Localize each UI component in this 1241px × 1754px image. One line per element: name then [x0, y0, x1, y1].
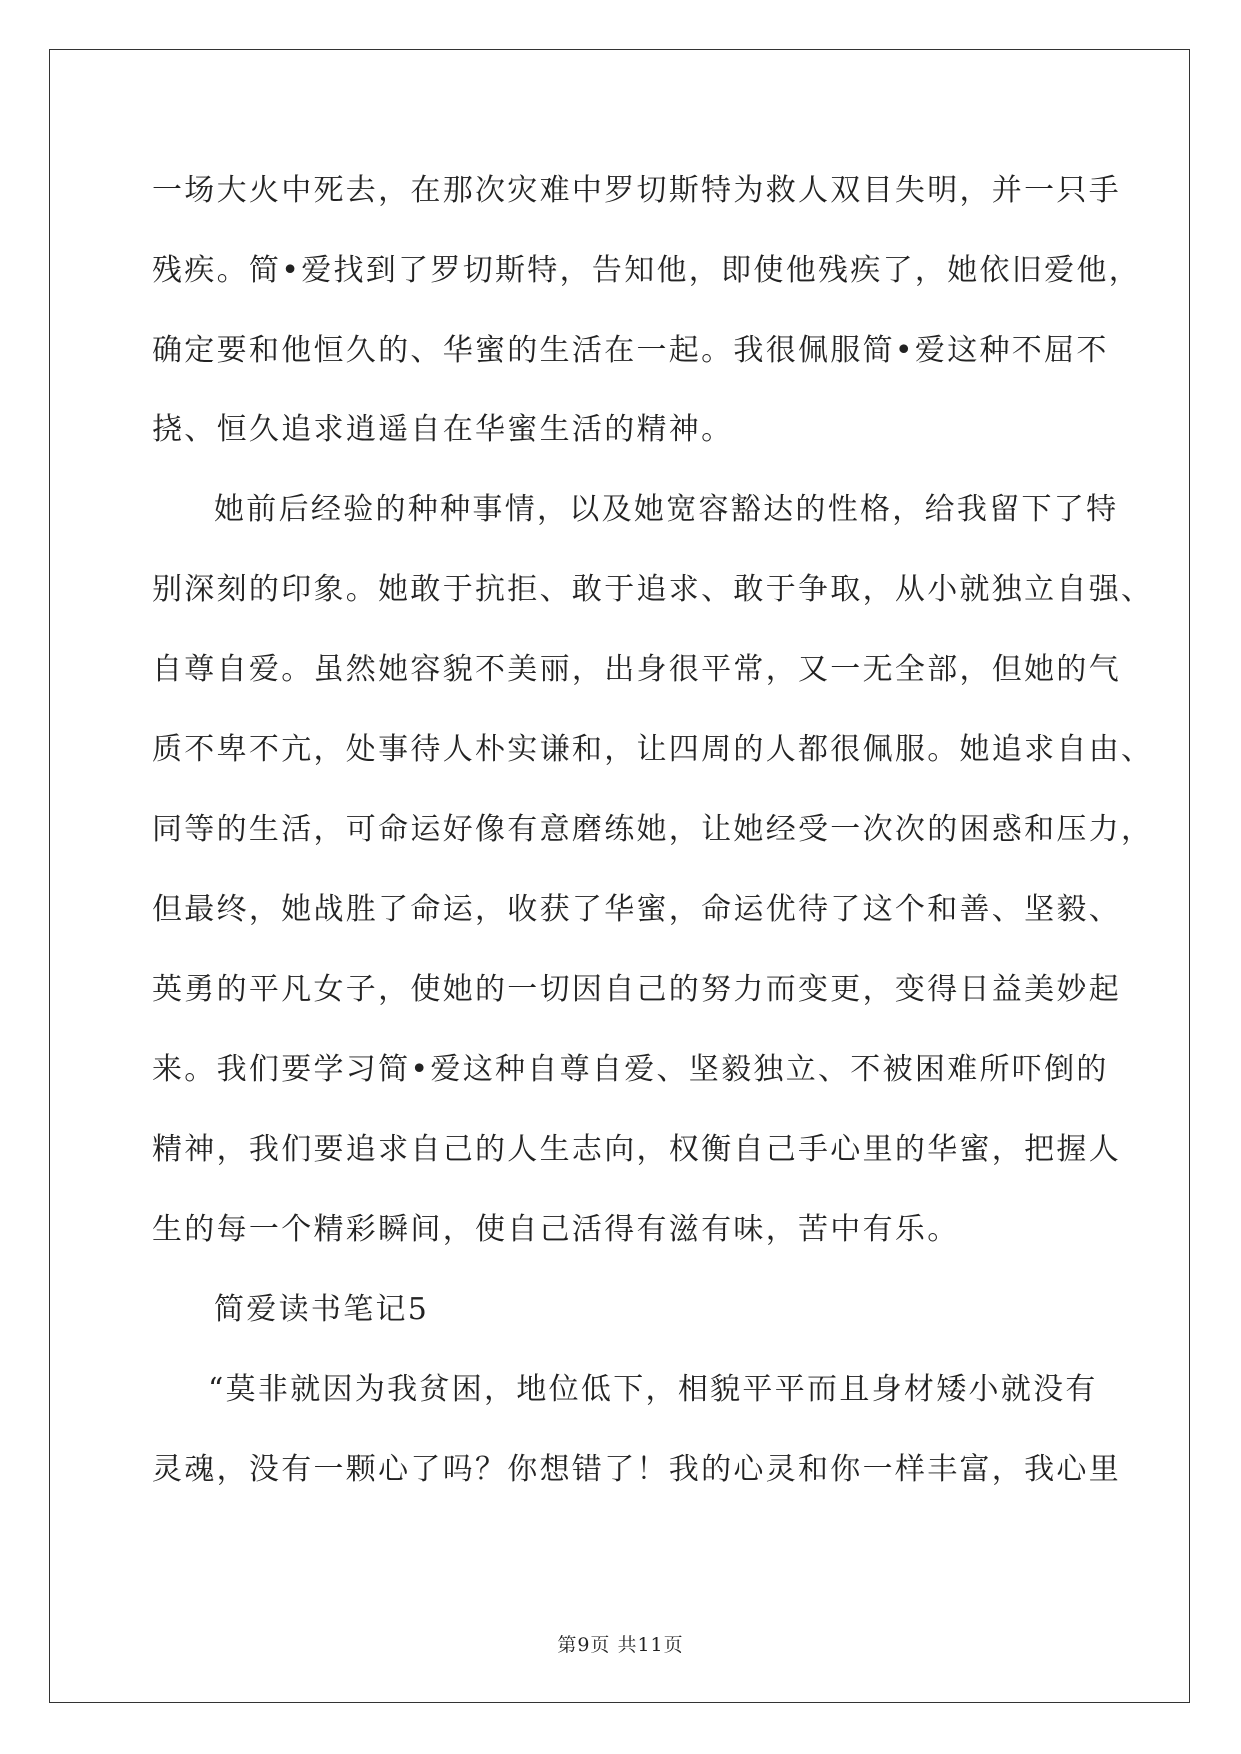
page-footer: 第9页 共11页: [557, 1634, 684, 1656]
body-text-line: 来。我们要学习简•爱这种自尊自爱、坚毅独立、不被困难所吓倒的: [152, 1052, 1109, 1087]
body-text-line: 但最终，她战胜了命运，收获了华蜜，命运优待了这个和善、坚毅、: [152, 892, 1121, 927]
body-text-line: 英勇的平凡女子，使她的一切因自己的努力而变更，变得日益美妙起: [152, 972, 1121, 1007]
body-text-line: 精神，我们要追求自己的人生志向，权衡自己手心里的华蜜，把握人: [152, 1132, 1121, 1167]
body-text-line: 别深刻的印象。她敢于抗拒、敢于追求、敢于争取，从小就独立自强、: [152, 572, 1154, 607]
body-text-line: 灵魂，没有一颗心了吗？你想错了！我的心灵和你一样丰富，我心里: [152, 1452, 1121, 1487]
body-text-line: 残疾。简•爱找到了罗切斯特，告知他，即使他残疾了，她依旧爱他，: [152, 253, 1141, 288]
paragraph-first-line: “莫非就因为我贫困，地位低下，相貌平平而且身材矮小就没有: [208, 1372, 1098, 1407]
body-text-line: 同等的生活，可命运好像有意磨练她，让她经受一次次的困惑和压力，: [152, 812, 1154, 847]
section-heading: 简爱读书笔记5: [214, 1292, 430, 1327]
paragraph-first-line: 她前后经验的种种事情，以及她宽容豁达的性格，给我留下了特: [214, 492, 1119, 527]
body-text-line: 挠、恒久追求逍遥自在华蜜生活的精神。: [152, 412, 734, 447]
body-text-line: 自尊自爱。虽然她容貌不美丽，出身很平常，又一无全部，但她的气: [152, 652, 1121, 687]
body-text-line: 生的每一个精彩瞬间，使自己活得有滋有味，苦中有乐。: [152, 1212, 960, 1247]
body-text-line: 确定要和他恒久的、华蜜的生活在一起。我很佩服简•爱这种不屈不: [152, 333, 1109, 368]
body-text-line: 一场大火中死去，在那次灾难中罗切斯特为救人双目失明，并一只手: [152, 173, 1121, 208]
body-text-line: 质不卑不亢，处事待人朴实谦和，让四周的人都很佩服。她追求自由、: [152, 732, 1154, 767]
